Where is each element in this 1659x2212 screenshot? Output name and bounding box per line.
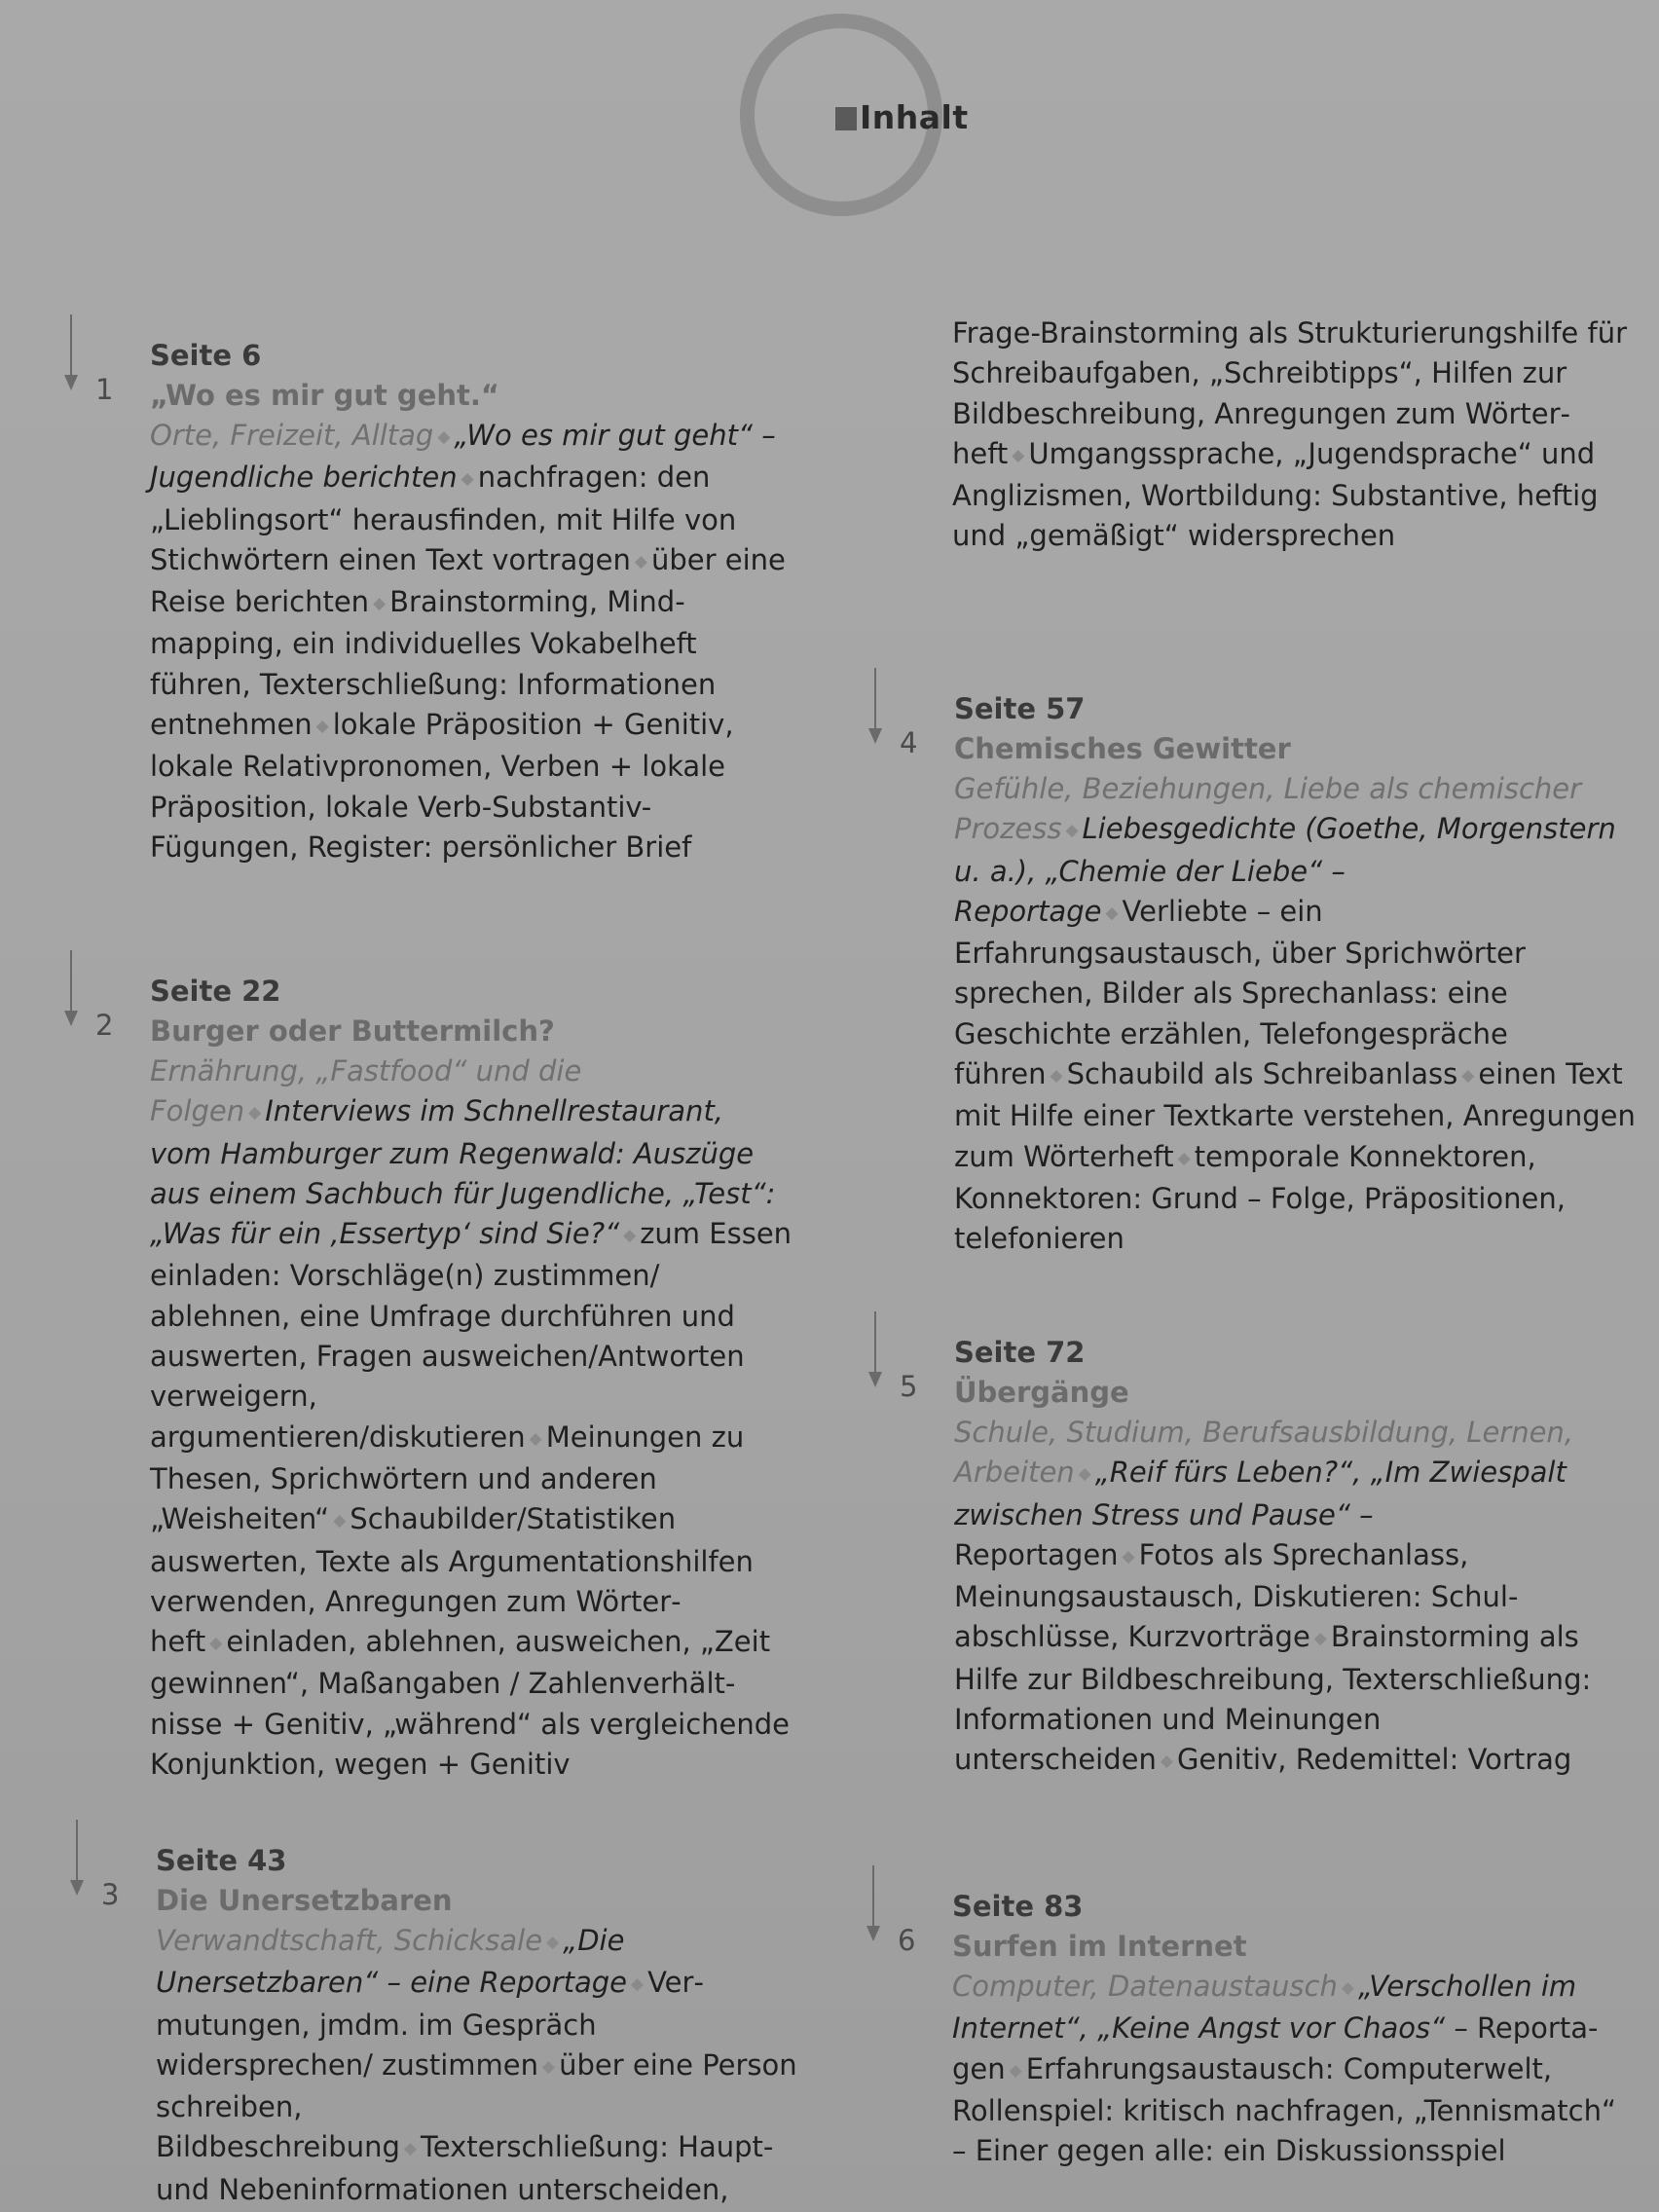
arrow-down-icon	[872, 1865, 874, 1934]
chapter-description	[954, 769, 1636, 1260]
chapter-description	[954, 1413, 1636, 1783]
diamond-separator-icon: ◆	[631, 1974, 645, 1995]
description-segment: Vermutungen, jmdm. im Gespräch widersprechen/ zustimmen	[156, 1966, 704, 2082]
diamond-separator-icon: ◆	[1177, 1148, 1191, 1168]
description-segment: Reportagen	[954, 1537, 1119, 1571]
description-segment: nachfragen: den „Lieblingsort“ herausfinden, mit Hilfe von Stichwörtern einen Text vortragen	[150, 461, 737, 576]
description-segment: Erfahrungsaustausch: Computerwelt, Rollenspiel: kritisch nachfragen, „Tennismatch“ – Einer gegen alle: ein Diskussionsspiel	[952, 2051, 1617, 2168]
page-reference: Seite 72	[954, 1336, 1086, 1369]
chapter-heading: Übergänge	[954, 1376, 1129, 1409]
page-reference: Seite 43	[156, 1844, 287, 1877]
description-segment: Orte, Freizeit, Alltag	[150, 419, 434, 452]
description-segment: Schule, Studium, Berufsausbildung, Lernen, Arbeiten	[954, 1416, 1574, 1490]
description-segment: einladen, ablehnen, ausweichen, „Zeit gewinnen“, Maßangaben / Zahlenverhältnisse + Genitiv, „während“ als vergleichende Konjunktion, wegen + Genitiv	[150, 1625, 791, 1782]
chapter-heading: Chemisches Gewitter	[954, 732, 1291, 765]
description-segment: Brainstorming, Mindmapping, ein individuelles Vokabelheft führen, Texterschließung: Informationen entnehmen	[150, 585, 717, 742]
diamond-separator-icon: ◆	[546, 1933, 560, 1952]
toc-entry-6	[898, 1887, 1634, 2171]
diamond-separator-icon: ◆	[315, 717, 329, 737]
description-segment: über eine Person schreiben, Bildbeschreibung	[156, 2047, 797, 2164]
description-segment: einen Text mit Hilfe einer Textkarte verstehen, Anregungen zum Wörterheft	[954, 1057, 1636, 1173]
description-segment: „Wo es mir gut geht“	[454, 419, 753, 452]
diamond-separator-icon: ◆	[1105, 903, 1119, 923]
toc-entry-3	[101, 1841, 808, 2210]
arrow-head	[866, 1926, 880, 1941]
description-segment: Fotos als Sprechanlass, Meinungsaustausch, Diskutieren: Schulabschlüsse, Kurzvorträge	[954, 1537, 1519, 1654]
chapter-description-continued	[952, 313, 1634, 557]
description-segment: Interviews im Schnellrestaurant, vom Hamburger zum Regenwald: Auszüge aus einem Sachbuch für Jugendliche, „Test“: „Was für ein ‚Essertyp‘ sind Sie?“	[150, 1094, 776, 1251]
arrow-head	[70, 1880, 84, 1896]
chapter-description	[150, 416, 793, 867]
toc-entry-3-continued	[952, 313, 1634, 557]
page-reference: Seite 83	[952, 1890, 1084, 1923]
description-segment: Computer, Datenaustausch	[952, 1970, 1338, 2003]
diamond-separator-icon: ◆	[1050, 1066, 1063, 1087]
chapter-heading: Burger oder Buttermilch?	[150, 1014, 555, 1048]
page-title-text: Inhalt	[860, 98, 969, 136]
chapter-description	[156, 1921, 808, 2210]
arrow-down-icon	[70, 314, 72, 383]
description-segment: Frage-Brainstorming als Strukturierungshilfe für Schreibaufgaben, „Schreibtipps“, Hilfen zur Bildbeschreibung, Anregungen zum Wörterheft	[952, 316, 1627, 470]
arrow-down-icon	[874, 1311, 876, 1380]
toc-entry-2	[95, 972, 793, 1785]
diamond-separator-icon: ◆	[1160, 1751, 1173, 1772]
description-segment: Schaubilder/Statistiken auswerten, Texte als Argumentationshilfen verwenden, Anregungen zum Wörterheft	[150, 1502, 754, 1659]
diamond-separator-icon: ◆	[248, 1103, 262, 1124]
description-segment: Meinungen zu Thesen, Sprichwörtern und anderen „Weisheiten“	[150, 1419, 745, 1536]
description-segment: temporale Konnektoren, Konnektoren: Grund – Folge, Präpositionen, telefonieren	[954, 1139, 1566, 1256]
square-bullet-icon	[835, 107, 857, 130]
arrow-down-icon	[76, 1820, 78, 1888]
diamond-separator-icon: ◆	[1078, 1464, 1091, 1485]
page-reference: Seite 22	[150, 975, 281, 1008]
diamond-separator-icon: ◆	[542, 2056, 556, 2077]
description-segment: „Verschollen im Internet“, „Keine Angst vor Chaos“	[952, 1970, 1577, 2046]
description-segment: Texterschließung: Haupt- und Nebeninformationen unterscheiden,	[156, 2130, 774, 2206]
description-segment: Liebesgedichte (Goethe, Morgenstern u. a.), „Chemie der Liebe“ – Reportage	[954, 812, 1616, 928]
description-segment: Brainstorming als Hilfe zur Bildbeschreibung, Texterschließung: Informationen und Meinungen unterscheiden	[954, 1620, 1592, 1777]
description-segment: „Reif fürs Leben?“, „Im Zwiespalt zwischen Stress und Pause“ –	[954, 1456, 1567, 1531]
description-segment: „Die Unersetzbaren“ – eine Reportage	[156, 1924, 627, 2000]
description-segment: über eine Reise berichten	[150, 542, 786, 619]
diamond-separator-icon: ◆	[1122, 1546, 1135, 1567]
chapter-description	[150, 1051, 793, 1785]
description-segment: Verliebte – ein Erfahrungsaustausch, über Sprichwörter sprechen, Bilder als Sprechanlass: eine Geschichte erzählen, Telefongespräche führen	[954, 894, 1526, 1091]
toc-entry-5	[900, 1333, 1636, 1783]
diamond-separator-icon: ◆	[461, 469, 474, 490]
description-segment: – Reportagen	[952, 2011, 1599, 2085]
diamond-separator-icon: ◆	[1012, 445, 1025, 465]
diamond-separator-icon: ◆	[1009, 2060, 1022, 2081]
arrow-head	[868, 728, 882, 744]
description-segment: Genitiv, Redemittel: Vortrag	[1176, 1743, 1572, 1777]
page-title	[835, 98, 969, 136]
chapter-heading: Die Unersetzbaren	[156, 1884, 453, 1917]
page-reference: Seite 6	[150, 339, 262, 372]
chapter-description	[952, 1967, 1634, 2171]
description-segment: Ernährung, „Fastfood“ und die Folgen	[150, 1054, 582, 1128]
diamond-separator-icon: ◆	[1341, 1978, 1354, 1998]
chapter-number: 5	[900, 1370, 918, 1403]
chapter-heading: Surfen im Internet	[952, 1930, 1247, 1963]
description-segment: Umgangssprache, „Jugendsprache“ und Anglizismen, Wortbildung: Substantive, heftig und „gemäßigt“ widersprechen	[952, 436, 1599, 553]
diamond-separator-icon: ◆	[1313, 1629, 1327, 1649]
diamond-separator-icon: ◆	[1065, 821, 1079, 841]
diamond-separator-icon: ◆	[634, 551, 647, 571]
description-segment: Verwandtschaft, Schicksale	[156, 1924, 543, 1957]
description-segment: Gefühle, Beziehungen, Liebe als chemischer Prozess	[954, 772, 1582, 846]
diamond-separator-icon: ◆	[529, 1428, 542, 1449]
diamond-separator-icon: ◆	[373, 594, 387, 614]
chapter-heading: „Wo es mir gut geht.“	[150, 379, 499, 412]
toc-entry-1	[95, 336, 793, 867]
chapter-number: 1	[95, 373, 114, 406]
arrow-head	[868, 1372, 882, 1387]
diamond-separator-icon: ◆	[1461, 1066, 1475, 1087]
arrow-head	[64, 1011, 78, 1026]
description-segment: zum Essen einladen: Vorschläge(n) zustimmen/ ablehnen, eine Umfrage durchführen und auswerten, Fragen ausweichen/Antworten verweigern, argumentieren/diskutieren	[150, 1217, 793, 1454]
arrow-down-icon	[874, 668, 876, 736]
description-segment: Schaubild als Schreibanlass	[1066, 1057, 1458, 1091]
page-reference: Seite 57	[954, 692, 1086, 725]
chapter-number: 6	[898, 1924, 916, 1957]
description-segment: – Jugendliche berichten	[150, 419, 776, 495]
diamond-separator-icon: ◆	[333, 1511, 347, 1531]
chapter-number: 2	[95, 1009, 114, 1042]
diamond-separator-icon: ◆	[437, 427, 451, 447]
diamond-separator-icon: ◆	[403, 2139, 417, 2159]
diamond-separator-icon: ◆	[209, 1634, 223, 1654]
toc-entry-4	[900, 689, 1636, 1260]
description-segment: lokale Präposition + Genitiv, lokale Relativpronomen, Verben + lokale Präposition, lokale Verb-Substantiv-Fügungen, Register: persönlicher Brief	[150, 708, 734, 864]
arrow-down-icon	[70, 950, 72, 1018]
chapter-number: 4	[900, 726, 918, 759]
arrow-head	[64, 375, 78, 390]
diamond-separator-icon: ◆	[623, 1226, 637, 1246]
chapter-number: 3	[101, 1878, 120, 1911]
